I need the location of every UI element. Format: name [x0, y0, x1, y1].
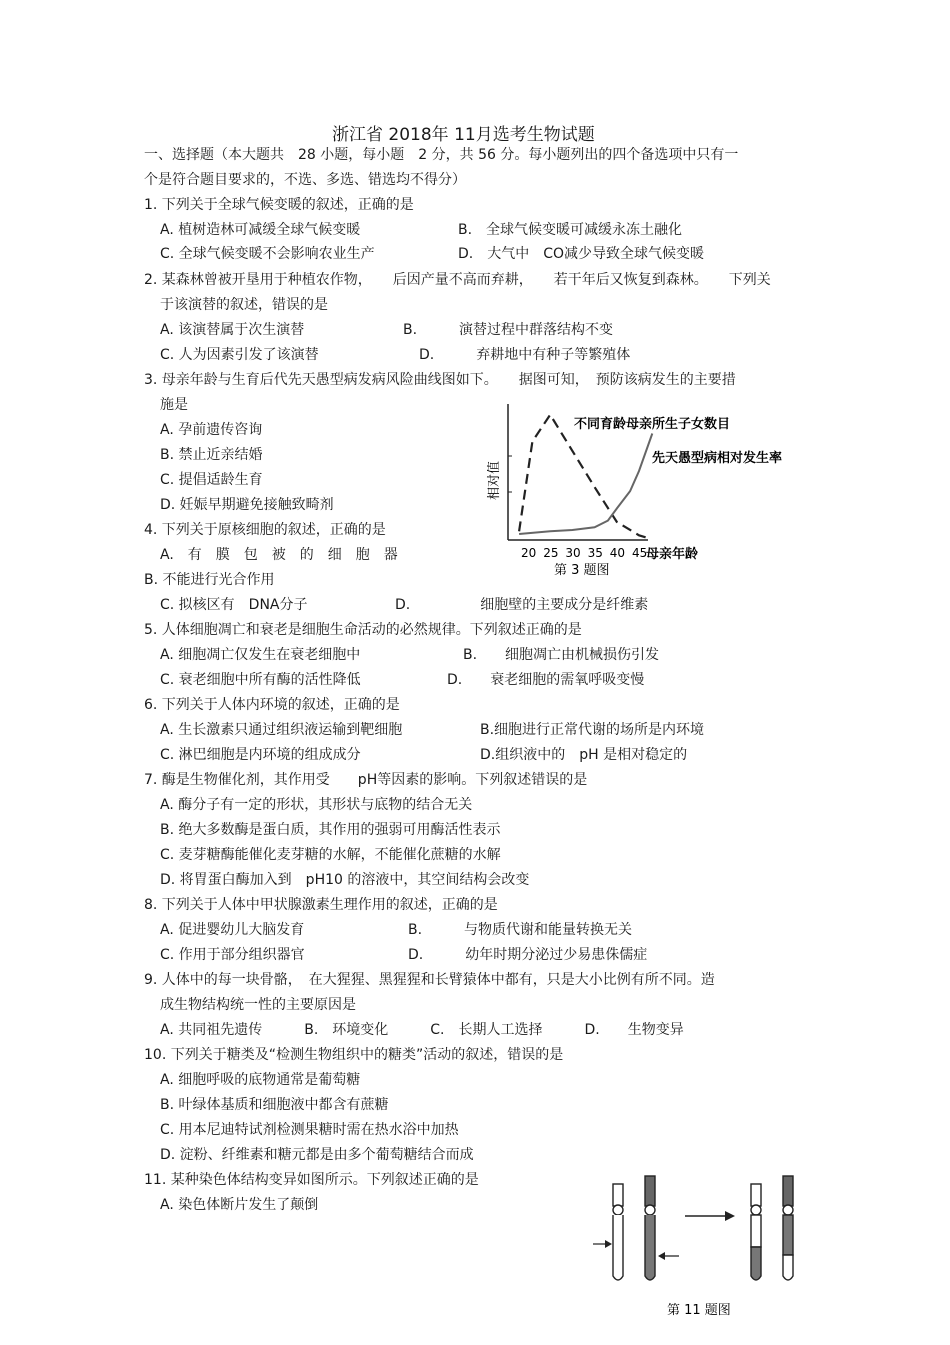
- q2-stem-line2: 于该演替的叙述，错误的是: [160, 297, 328, 313]
- q7-option-a: A. 酶分子有一定的形状，其形状与底物的结合无关: [160, 797, 473, 813]
- q9-stem-line1: 9. 人体中的每一块骨骼， 在大猩猩、黑猩猩和长臂猿体中都有，只是大小比例有所不同。造: [144, 972, 715, 988]
- q1-stem: 1. 下列关于全球气候变暖的叙述，正确的是: [144, 197, 414, 213]
- break-arrow-right: [658, 1252, 679, 1260]
- q10-option-d: D. 淀粉、纤维素和糖元都是由多个葡萄糖结合而成: [160, 1147, 474, 1163]
- section-intro-line1: 一、选择题（本大题共 28 小题，每小题 2 分，共 56 分。每小题列出的四个备选项中只有一: [144, 147, 739, 163]
- series-label-children-count: 不同育龄母亲所生子女数目: [574, 417, 731, 432]
- q7-option-d: D. 将胃蛋白酶加入到 pH10 的溶液中，其空间结构会改变: [160, 872, 530, 888]
- q3-option-d: D. 妊娠早期避免接触致畸剂: [160, 497, 334, 513]
- x-tick-label: 25: [543, 546, 559, 560]
- q10-option-b: B. 叶绿体基质和细胞液中都含有蔗糖: [160, 1097, 389, 1113]
- q3-option-a: A. 孕前遗传咨询: [160, 422, 263, 438]
- q8-option-a: A. 促进婴幼儿大脑发育: [160, 922, 305, 938]
- chromosome-before-gray: [645, 1176, 655, 1280]
- q10-option-c: C. 用本尼迪特试剂检测果糖时需在热水浴中加热: [160, 1122, 459, 1138]
- q7-option-c: C. 麦芽糖酶能催化麦芽糖的水解，不能催化蔗糖的水解: [160, 847, 501, 863]
- q6-option-d: D.组织液中的 pH 是相对稳定的: [480, 747, 688, 763]
- x-tick-label: 20: [521, 546, 537, 560]
- chromosome-before-normal: [613, 1184, 623, 1280]
- q1-option-a: A. 植树造林可减缓全球气候变暖: [160, 222, 361, 238]
- q10-stem: 10. 下列关于糖类及“检测生物组织中的糖类”活动的叙述，错误的是: [144, 1047, 564, 1063]
- q4-option-a: A. 有 膜 包 被 的 细 胞 器: [160, 547, 398, 563]
- q3-chart: [480, 400, 820, 580]
- q3-option-c: C. 提倡适龄生育: [160, 472, 263, 488]
- q6-option-c: C. 淋巴细胞是内环境的组成成分: [160, 747, 361, 763]
- q3-option-b: B. 禁止近亲结婚: [160, 447, 263, 463]
- q5-option-b: B. 细胞凋亡由机械损伤引发: [463, 647, 660, 663]
- q8-option-b: B. 与物质代谢和能量转换无关: [408, 922, 633, 938]
- q6-stem: 6. 下列关于人体内环境的叙述，正确的是: [144, 697, 400, 713]
- q11-option-a: A. 染色体断片发生了颠倒: [160, 1197, 319, 1213]
- q5-stem: 5. 人体细胞凋亡和衰老是细胞生命活动的必然规律。下列叙述正确的是: [144, 622, 582, 638]
- q2-option-d: D. 弃耕地中有种子等繁殖体: [419, 347, 631, 363]
- q11-chromosome-figure: [585, 1172, 815, 1322]
- y-axis-label: 相对值: [487, 460, 502, 500]
- q10-option-a: A. 细胞呼吸的底物通常是葡萄糖: [160, 1072, 361, 1088]
- q2-stem-line1: 2. 某森林曾被开垦用于种植农作物， 后因产量不高而弃耕， 若干年后又恢复到森林。 下列关: [144, 272, 771, 288]
- series-down-syndrome-rate-line: [519, 434, 652, 535]
- x-axis-label: 母亲年龄: [646, 547, 699, 562]
- q4-option-c: C. 拟核区有 DNA分子: [160, 597, 308, 613]
- x-tick-label: 40: [609, 546, 626, 560]
- chromosome-after-right: [783, 1176, 793, 1280]
- q8-stem: 8. 下列关于人体中甲状腺激素生理作用的叙述，正确的是: [144, 897, 498, 913]
- q9-stem-line2: 成生物结构统一性的主要原因是: [160, 997, 356, 1013]
- page-title: 浙江省 2018年 11月选考生物试题: [332, 125, 595, 145]
- q5-option-d: D. 衰老细胞的需氧呼吸变慢: [447, 672, 645, 688]
- q2-option-a: A. 该演替属于次生演替: [160, 322, 305, 338]
- x-tick-label: 30: [565, 546, 581, 560]
- q11-stem: 11. 某种染色体结构变异如图所示。下列叙述正确的是: [144, 1172, 479, 1188]
- transformation-arrow: [685, 1211, 735, 1221]
- q4-option-d: D. 细胞壁的主要成分是纤维素: [395, 597, 649, 613]
- q6-option-b: B.细胞进行正常代谢的场所是内环境: [480, 722, 705, 738]
- chart-caption: 第 3 题图: [554, 563, 610, 578]
- q3-stem-line1: 3. 母亲年龄与生育后代先天愚型病发病风险曲线图如下。 据图可知， 预防该病发生的主要措: [144, 372, 736, 388]
- q1-option-d: D. 大气中 CO减少导致全球气候变暖: [458, 246, 705, 262]
- section-intro-line2: 个是符合题目要求的，不选、多选、错选均不得分）: [144, 172, 466, 188]
- break-arrow-left: [593, 1240, 612, 1248]
- q7-stem: 7. 酶是生物催化剂，其作用受 pH等因素的影响。下列叙述错误的是: [144, 772, 588, 788]
- q3-stem-line2: 施是: [160, 397, 188, 413]
- series-children-count-line: [519, 415, 648, 538]
- q2-option-b: B. 演替过程中群落结构不变: [403, 322, 614, 338]
- q5-option-c: C. 衰老细胞中所有酶的活性降低: [160, 672, 361, 688]
- q6-option-a: A. 生长激素只通过组织液运输到靶细胞: [160, 722, 403, 738]
- q8-option-d: D. 幼年时期分泌过少易患侏儒症: [408, 947, 648, 963]
- q4-stem: 4. 下列关于原核细胞的叙述，正确的是: [144, 522, 386, 538]
- q1-option-c: C. 全球气候变暖不会影响农业生产: [160, 246, 375, 262]
- q11-figure-caption: 第 11 题图: [667, 1303, 731, 1318]
- q7-option-b: B. 绝大多数酶是蛋白质，其作用的强弱可用酶活性表示: [160, 822, 501, 838]
- q5-option-a: A. 细胞凋亡仅发生在衰老细胞中: [160, 647, 361, 663]
- chromosome-after-left: [751, 1184, 761, 1280]
- q2-option-c: C. 人为因素引发了该演替: [160, 347, 319, 363]
- x-tick-label: 45: [632, 546, 648, 560]
- x-tick-label: 35: [587, 546, 603, 560]
- q4-option-b: B. 不能进行光合作用: [144, 572, 275, 588]
- q1-option-b: B. 全球气候变暖可减缓永冻土融化: [458, 222, 683, 238]
- series-label-down-syndrome-rate: 先天愚型病相对发生率: [652, 451, 783, 466]
- q8-option-c: C. 作用于部分组织器官: [160, 947, 305, 963]
- q9-options: A. 共同祖先遗传 B. 环境变化 C. 长期人工选择 D. 生物变异: [160, 1022, 684, 1038]
